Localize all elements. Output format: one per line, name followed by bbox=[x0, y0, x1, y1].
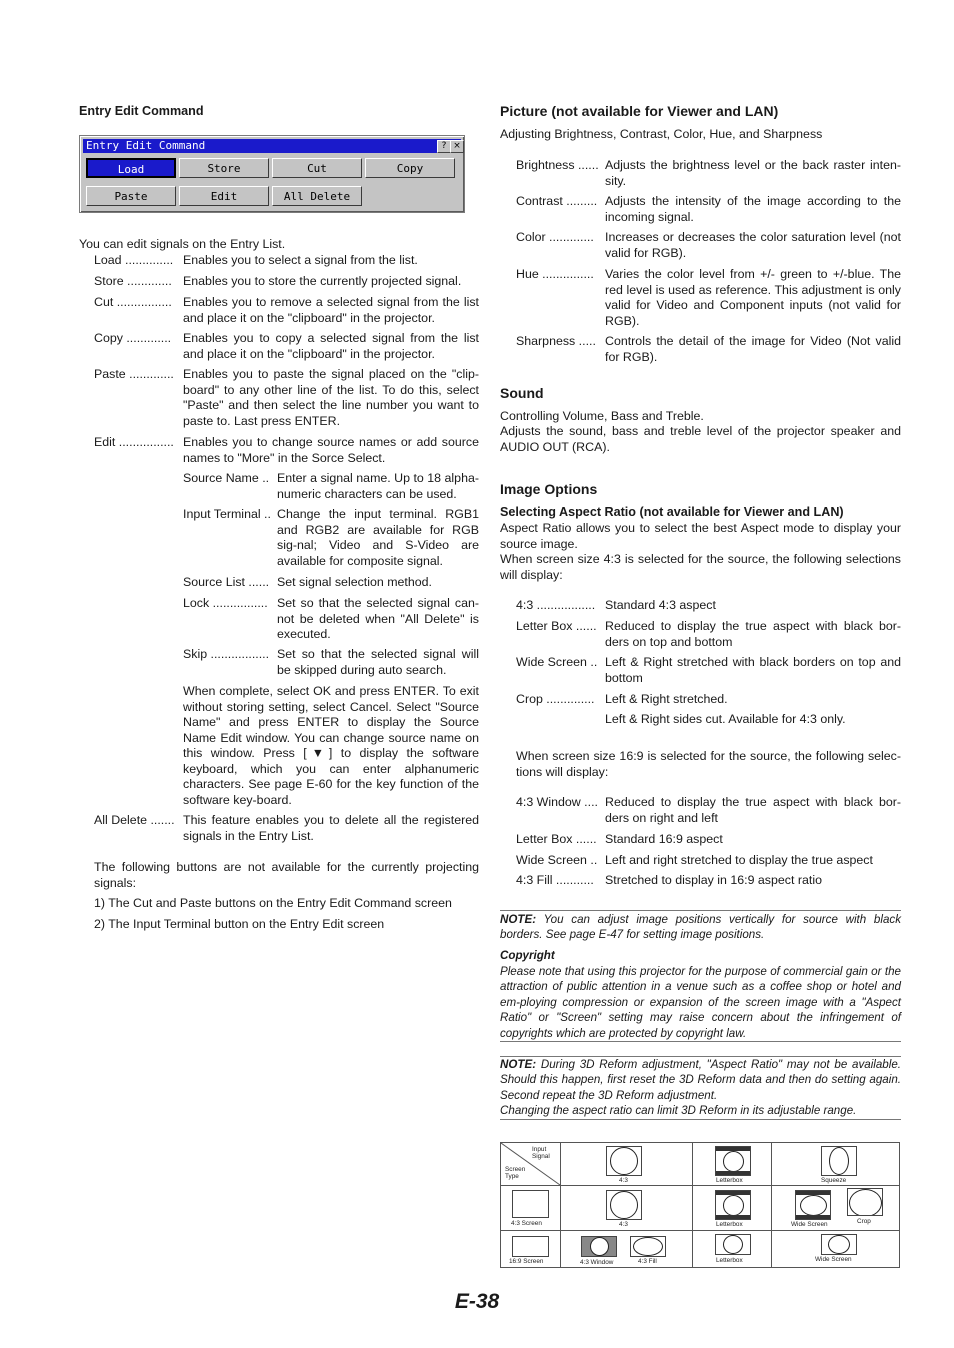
desc-copy: Enables you to copy a selected signal from the list and place it on the "clipboard" in the projector. bbox=[183, 331, 479, 361]
page-number: E-38 bbox=[454, 1290, 500, 1313]
copy-button[interactable]: Copy bbox=[365, 158, 455, 178]
circle-icon bbox=[723, 1235, 743, 1254]
term-letterbox-169: Letter Box ...... bbox=[516, 832, 597, 846]
output-widescreen-icon bbox=[795, 1190, 831, 1220]
term-brightness: Brightness ...... bbox=[516, 158, 599, 172]
col-43-label: 4:3 bbox=[619, 1177, 628, 1184]
term-color: Color ............. bbox=[516, 230, 594, 244]
row1-crop-label: Crop bbox=[857, 1218, 871, 1225]
sound-heading: Sound bbox=[500, 385, 544, 401]
term-43-fill: 4:3 Fill ........... bbox=[516, 873, 594, 887]
row1-43-label: 4:3 bbox=[619, 1221, 628, 1228]
circle-icon bbox=[849, 1189, 882, 1216]
divider bbox=[500, 910, 901, 911]
term-43-window: 4:3 Window .... bbox=[516, 795, 598, 809]
aspect-para-2: When screen size 4:3 is selected for the source, the following selections will display: bbox=[500, 552, 901, 582]
copyright-label: Copyright bbox=[500, 949, 555, 962]
close-icon[interactable]: × bbox=[450, 140, 464, 153]
term-contrast: Contrast ......... bbox=[516, 194, 598, 208]
desc-43-fill: Stretched to display in 16:9 aspect ratio bbox=[605, 873, 822, 887]
output-widescreen-169-icon bbox=[821, 1234, 857, 1255]
term-cut: Cut ................ bbox=[94, 295, 172, 309]
copyright-text: Please note that using this projector for the purpose of commercial gain or the attraction of public attention in a venue such as a coffee shop or hotel and em-ploying compression or expansion of the screen image with a "Aspect Ratio" or "Screen" setting may raise concern about the infringement of copyrights which are protected by copyright law. bbox=[500, 965, 901, 1040]
desc-contrast: Adjusts the intensity of the image according to the incoming signal. bbox=[605, 194, 901, 224]
signal-letterbox-icon bbox=[715, 1146, 751, 1176]
entry-edit-dialog bbox=[79, 135, 465, 213]
term-store: Store ............. bbox=[94, 274, 172, 288]
row1-letterbox-label: Letterbox bbox=[716, 1221, 743, 1228]
term-letterbox-43: Letter Box ...... bbox=[516, 619, 597, 633]
term-sharpness: Sharpness ..... bbox=[516, 334, 596, 348]
desc-letterbox-43: Reduced to display the true aspect with black bor-ders on top and bottom bbox=[605, 619, 901, 649]
table-line bbox=[501, 1230, 899, 1231]
output-43-fill-icon bbox=[630, 1236, 666, 1257]
term-edit: Edit ................ bbox=[94, 435, 174, 449]
note-3d-reform bbox=[500, 1057, 901, 1103]
desc-input-terminal: Change the input terminal. RGB1 and RGB2 are available for RGB sig-nal; Video and S-Video are available for composite signal. bbox=[277, 507, 479, 568]
divider bbox=[500, 1041, 901, 1042]
header-screen-type: Screen Type bbox=[505, 1166, 526, 1180]
col-squeeze-label: Squeeze bbox=[821, 1177, 847, 1184]
desc-all-delete: This feature enables you to delete all the registered signals in the Entry List. bbox=[183, 813, 479, 843]
table-line bbox=[692, 1143, 693, 1267]
row2-screen-label: 16:9 Screen bbox=[509, 1258, 544, 1265]
term-widescreen-169: Wide Screen .. bbox=[516, 853, 598, 867]
term-load: Load .............. bbox=[94, 253, 174, 267]
term-source-list: Source List ...... bbox=[183, 575, 270, 589]
ellipse-icon bbox=[829, 1147, 849, 1175]
term-lock: Lock ................ bbox=[183, 596, 268, 610]
all-delete-button[interactable]: All Delete bbox=[272, 186, 362, 206]
border-band bbox=[796, 1215, 830, 1219]
term-paste: Paste ............. bbox=[94, 367, 174, 381]
circle-icon bbox=[723, 1195, 744, 1216]
desc-load: Enables you to select a signal from the list. bbox=[183, 253, 418, 267]
sound-line-1: Controlling Volume, Bass and Treble. bbox=[500, 409, 704, 423]
note-3d-reform-2: Changing the aspect ratio can limit 3D Reform in its adjustable range. bbox=[500, 1104, 857, 1117]
desc-43-window: Reduced to display the true aspect with black bor-ders on right and left bbox=[605, 795, 901, 825]
desc-cut: Enables you to remove a selected signal from the list and place it on the "clipboard" in the projector. bbox=[183, 295, 479, 325]
output-letterbox-icon bbox=[715, 1190, 751, 1220]
ellipse-icon bbox=[633, 1237, 663, 1256]
desc-43: Standard 4:3 aspect bbox=[605, 598, 716, 612]
term-copy: Copy ............. bbox=[94, 331, 172, 345]
unavailable-intro: The following buttons are not available for the currently projecting signals: bbox=[94, 860, 479, 890]
term-43: 4:3 ................. bbox=[516, 598, 596, 612]
edit-button[interactable]: Edit bbox=[179, 186, 269, 206]
crop-extra: Left & Right sides cut. Available for 4:3 only. bbox=[605, 712, 846, 726]
row2-fill-label: 4:3 Fill bbox=[638, 1258, 657, 1265]
circle-icon bbox=[723, 1151, 744, 1172]
desc-source-name: Enter a signal name. Up to 18 alpha-numeric characters can be used. bbox=[277, 471, 479, 501]
desc-letterbox-169: Standard 16:9 aspect bbox=[605, 832, 723, 846]
term-skip: Skip ................. bbox=[183, 647, 270, 661]
output-43-window-icon bbox=[581, 1236, 617, 1257]
load-button[interactable]: Load bbox=[86, 158, 176, 178]
entry-edit-heading: Entry Edit Command bbox=[79, 104, 204, 118]
image-options-heading: Image Options bbox=[500, 481, 598, 497]
term-hue: Hue ............... bbox=[516, 267, 594, 281]
dialog-titlebar bbox=[83, 139, 461, 153]
unavailable-item-2: 2) The Input Terminal button on the Entry Edit screen bbox=[94, 917, 385, 931]
output-letterbox-169-icon bbox=[715, 1234, 751, 1255]
row2-window-label: 4:3 Window bbox=[580, 1259, 614, 1266]
aspect-para-3: When screen size 16:9 is selected for the source, the following selec-tions will display: bbox=[516, 749, 901, 779]
picture-heading: Picture (not available for Viewer and LAN) bbox=[500, 103, 779, 119]
desc-source-list: Set signal selection method. bbox=[277, 575, 432, 589]
screen-43-icon bbox=[512, 1190, 549, 1218]
picture-intro: Adjusting Brightness, Contrast, Color, Hue, and Sharpness bbox=[500, 127, 823, 141]
desc-brightness: Adjusts the brightness level or the back raster inten-sity. bbox=[605, 158, 901, 188]
note-label: NOTE: bbox=[500, 1058, 537, 1071]
circle-icon bbox=[610, 1191, 638, 1219]
desc-paste: Enables you to paste the signal placed on the "clip-board" to any other line of the list. To do this, select "Paste" and then select the line number you want to paste to. Last press ENTER. bbox=[183, 367, 479, 428]
col-letterbox-label: Letterbox bbox=[716, 1177, 743, 1184]
circle-icon bbox=[610, 1147, 638, 1175]
entry-list-intro: You can edit signals on the Entry List. bbox=[79, 237, 286, 251]
term-widescreen-43: Wide Screen .. bbox=[516, 655, 598, 669]
unavailable-item-1: 1) The Cut and Paste buttons on the Entry Edit Command screen bbox=[94, 896, 452, 910]
aspect-ratio-table bbox=[500, 1142, 900, 1268]
sound-line-2: Adjusts the sound, bass and treble level of the projector speaker and AUDIO OUT (RCA). bbox=[500, 424, 901, 454]
desc-lock: Set so that the selected signal can-not be deleted when "All Delete" is executed. bbox=[277, 596, 479, 641]
row1-wide-label: Wide Screen bbox=[791, 1221, 828, 1228]
dialog-title: Entry Edit Command bbox=[86, 139, 206, 152]
output-crop-icon bbox=[847, 1188, 883, 1216]
note-text: During 3D Reform adjustment, "Aspect Ratio" may not be available. Should this happen, first reset the 3D Reform data and then do setting again. Second repeat the 3D Reform adjustment. bbox=[500, 1058, 901, 1102]
paste-button[interactable]: Paste bbox=[86, 186, 176, 206]
desc-edit: Enables you to change source names or add source names to "More" in the Sorce Select. bbox=[183, 435, 479, 465]
desc-color: Increases or decreases the color saturation level (not valid for RGB). bbox=[605, 230, 901, 260]
header-input-signal: Input Signal bbox=[532, 1146, 550, 1160]
note-text: You can adjust image positions vertically for source with black borders. See page E-47 for setting image positions. bbox=[500, 913, 901, 942]
desc-store: Enables you to store the currently projected signal. bbox=[183, 274, 462, 288]
cut-button[interactable]: Cut bbox=[272, 158, 362, 178]
row2-wide-label: Wide Screen bbox=[815, 1256, 852, 1263]
help-icon[interactable]: ? bbox=[437, 140, 451, 153]
circle-icon bbox=[590, 1237, 609, 1256]
border-band bbox=[716, 1215, 750, 1219]
border-band bbox=[716, 1171, 750, 1175]
store-button[interactable]: Store bbox=[179, 158, 269, 178]
desc-skip: Set so that the selected signal will be skipped during auto search. bbox=[277, 647, 479, 677]
note-label: NOTE: bbox=[500, 913, 537, 926]
term-crop: Crop .............. bbox=[516, 692, 595, 706]
ellipse-icon bbox=[800, 1195, 827, 1216]
divider bbox=[500, 1119, 901, 1120]
desc-crop: Left & Right stretched. bbox=[605, 692, 728, 706]
aspect-para-1: Aspect Ratio allows you to select the best Aspect mode to display your source image. bbox=[500, 521, 901, 551]
aspect-heading: Selecting Aspect Ratio (not available for Viewer and LAN) bbox=[500, 505, 844, 519]
circle-icon bbox=[828, 1235, 850, 1254]
note-image-positions bbox=[500, 912, 901, 943]
desc-hue: Varies the color level from +/- green to +/-blue. The red level is used as reference. This adjustment is only valid for Video and Component inputs (not valid for RGB). bbox=[605, 267, 901, 328]
term-source-name: Source Name .. bbox=[183, 471, 270, 485]
term-all-delete: All Delete ....... bbox=[94, 813, 175, 827]
signal-43-icon bbox=[606, 1146, 642, 1176]
desc-widescreen-169: Left and right stretched to display the true aspect bbox=[605, 853, 873, 867]
edit-completion-note: When complete, select OK and press ENTER. To exit without storing setting, select Cancel. Select "Source Name" and press ENTER to display the Source Name Edit window. You can change source name on this window. Press [▼] to display the software keyboard, which you can enter alphanumeric characters. See page E-60 for the key function of the software key-board. bbox=[183, 684, 479, 807]
screen-169-icon bbox=[512, 1236, 549, 1257]
term-input-terminal: Input Terminal .. bbox=[183, 507, 271, 521]
row1-screen-label: 4:3 Screen bbox=[511, 1220, 542, 1227]
desc-widescreen-43: Left & Right stretched with black borders on top and bottom bbox=[605, 655, 901, 685]
row2-letterbox-label: Letterbox bbox=[716, 1257, 743, 1264]
desc-sharpness: Controls the detail of the image for Video (Not valid for RGB). bbox=[605, 334, 901, 364]
table-line bbox=[771, 1143, 772, 1267]
signal-squeeze-icon bbox=[821, 1146, 857, 1176]
output-43-icon bbox=[606, 1190, 642, 1220]
